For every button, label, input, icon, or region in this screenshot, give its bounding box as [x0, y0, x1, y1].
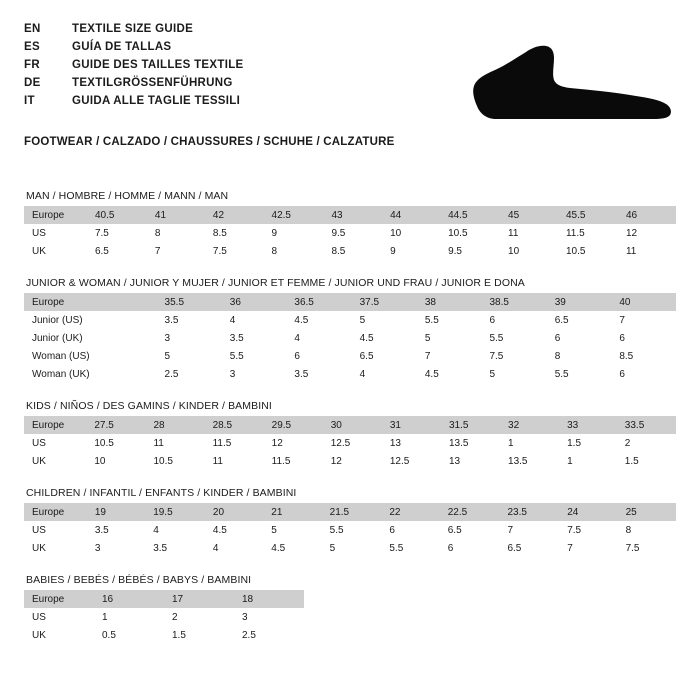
size-table	[24, 293, 676, 383]
size-cell: 11	[212, 455, 223, 467]
size-cell: 3	[94, 542, 101, 554]
size-cell: 6	[554, 332, 561, 344]
size-cell: 5	[424, 332, 431, 344]
size-cell: 7	[424, 350, 431, 362]
size-cell: 32	[500, 416, 559, 434]
size-cell: 42.5	[264, 206, 324, 224]
size-cell: 5.5	[554, 368, 569, 380]
row-label: US	[32, 437, 46, 449]
size-section	[24, 190, 676, 260]
size-cell: 5.5	[424, 314, 439, 326]
table-row	[24, 365, 676, 383]
size-cell: 12	[330, 455, 342, 467]
size-cell: 38	[417, 293, 482, 311]
size-cell: 10	[94, 455, 106, 467]
row-label: UK	[32, 629, 46, 641]
size-cell: 8	[625, 524, 632, 536]
size-cell: 10.5	[565, 245, 586, 257]
size-cell: 3	[164, 332, 171, 344]
table-row	[24, 521, 676, 539]
size-cell: 3	[229, 368, 236, 380]
size-cell: 33	[559, 416, 617, 434]
row-label: US	[32, 611, 46, 623]
size-cell: 7.5	[567, 524, 582, 536]
size-cell: 8	[271, 245, 278, 257]
size-cell: 39	[547, 293, 612, 311]
size-cell: 17	[164, 590, 234, 608]
size-cell: 9.5	[448, 245, 462, 257]
row-label: Europe	[24, 590, 94, 608]
size-cell: 43	[323, 206, 382, 224]
table-row	[24, 590, 304, 608]
size-cell: 19.5	[145, 503, 205, 521]
size-cell: 20	[205, 503, 263, 521]
section-title: BABIES / BEBÉS / BÉBÉS / BABYS / BAMBINI	[26, 574, 252, 586]
size-cell: 23.5	[499, 503, 559, 521]
size-cell: 10.5	[94, 437, 114, 449]
table-row	[24, 329, 676, 347]
size-cell: 12.5	[330, 437, 351, 449]
size-cell: 38.5	[481, 293, 546, 311]
size-cell: 11	[625, 245, 637, 257]
language-row	[24, 94, 244, 112]
table-row	[24, 626, 304, 644]
table-row	[24, 347, 676, 365]
language-code: EN	[24, 23, 41, 35]
size-cell	[94, 365, 157, 383]
size-cell	[94, 347, 157, 365]
row-label: US	[32, 524, 46, 536]
size-cell: 11.5	[565, 227, 585, 239]
size-cell: 5	[329, 542, 336, 554]
dress-shoe-icon	[444, 44, 676, 124]
size-table-body	[24, 206, 676, 260]
size-cell: 1.5	[172, 629, 186, 641]
size-cell: 11.5	[271, 455, 291, 467]
size-cell: 29.5	[264, 416, 323, 434]
size-cell: 21	[263, 503, 321, 521]
size-cell: 13.5	[508, 455, 528, 467]
size-cell: 1	[508, 437, 514, 449]
size-cell: 6.5	[554, 314, 569, 326]
row-label: UK	[32, 245, 46, 257]
language-row	[24, 40, 244, 58]
size-cell: 3.5	[153, 542, 168, 554]
size-cell: 27.5	[86, 416, 145, 434]
size-cell: 44.5	[440, 206, 500, 224]
row-label: UK	[32, 455, 46, 467]
size-cell: 4.5	[359, 332, 374, 344]
table-row	[24, 224, 676, 242]
size-table-body	[24, 416, 676, 470]
language-title-body	[24, 22, 244, 112]
row-label: Woman (UK)	[32, 368, 90, 380]
size-cell: 4	[212, 542, 219, 554]
row-label: UK	[32, 542, 46, 554]
size-cell: 7	[567, 542, 573, 554]
language-row	[24, 58, 244, 76]
language-code: IT	[24, 95, 35, 107]
size-cell: 19	[87, 503, 145, 521]
size-section	[24, 277, 676, 383]
size-tables	[24, 190, 676, 644]
row-label: US	[32, 227, 46, 239]
row-label: Europe	[24, 416, 86, 434]
size-cell: 2.5	[164, 368, 179, 380]
size-cell: 33.5	[617, 416, 676, 434]
size-section	[24, 400, 676, 470]
size-cell: 13	[389, 437, 401, 449]
size-cell: 1.5	[624, 455, 639, 467]
table-row	[24, 539, 676, 557]
section-title: MAN / HOMBRE / HOMME / MANN / MAN	[26, 190, 229, 202]
size-cell: 8	[154, 227, 161, 239]
size-section	[24, 487, 676, 557]
size-cell: 8.5	[212, 227, 227, 239]
size-cell: 7.5	[489, 350, 504, 362]
size-cell: 40.5	[87, 206, 147, 224]
language-row	[24, 76, 244, 94]
size-cell: 9	[390, 245, 396, 257]
size-cell: 31.5	[441, 416, 500, 434]
size-cell: 9.5	[331, 227, 346, 239]
size-cell: 1	[102, 611, 108, 623]
size-cell: 7.5	[625, 542, 640, 554]
size-cell: 7.5	[94, 227, 109, 239]
size-section	[24, 574, 676, 644]
size-cell: 5	[164, 350, 171, 362]
size-cell: 4.5	[271, 542, 286, 554]
size-cell: 10.5	[448, 227, 468, 239]
table-row	[24, 434, 676, 452]
size-cell: 6	[619, 332, 625, 344]
size-cell: 12	[625, 227, 638, 239]
size-cell: 6.5	[359, 350, 374, 362]
language-title: GUIDE DES TAILLES TEXTILE	[72, 59, 244, 71]
size-cell: 2.5	[242, 629, 256, 641]
size-cell: 28	[145, 416, 204, 434]
size-cell: 7	[507, 524, 514, 536]
size-cell: 1.5	[567, 437, 582, 449]
table-row	[24, 452, 676, 470]
language-title: TEXTILE SIZE GUIDE	[72, 23, 194, 35]
size-cell	[94, 293, 157, 311]
size-cell: 10	[390, 227, 402, 239]
size-cell: 7.5	[212, 245, 227, 257]
size-cell: 3.5	[294, 368, 309, 380]
size-cell: 6	[447, 542, 454, 554]
size-cell: 31	[382, 416, 441, 434]
size-cell: 4.5	[212, 524, 227, 536]
table-row	[24, 608, 304, 626]
size-cell: 5.5	[329, 524, 344, 536]
size-cell: 6.5	[447, 524, 462, 536]
size-cell: 40	[611, 293, 676, 311]
table-row	[24, 503, 676, 521]
size-cell: 25	[618, 503, 676, 521]
size-cell: 36	[222, 293, 287, 311]
size-cell: 22.5	[440, 503, 500, 521]
row-label: Woman (US)	[32, 350, 90, 362]
size-cell: 12	[271, 437, 283, 449]
row-label: Junior (US)	[32, 314, 83, 326]
size-cell: 5.5	[389, 542, 404, 554]
size-cell: 44	[382, 206, 440, 224]
size-cell: 21.5	[322, 503, 382, 521]
size-cell: 16	[94, 590, 164, 608]
size-cell: 45.5	[558, 206, 618, 224]
size-cell: 41	[147, 206, 205, 224]
section-title: JUNIOR & WOMAN / JUNIOR Y MUJER / JUNIOR ET FEMME / JUNIOR UND FRAU / JUNIOR E DONA	[26, 277, 525, 289]
table-row	[24, 311, 676, 329]
size-cell: 8.5	[331, 245, 346, 257]
size-cell: 6.5	[507, 542, 522, 554]
size-cell: 1	[567, 455, 573, 467]
size-cell: 7	[619, 314, 625, 326]
size-cell: 30	[323, 416, 382, 434]
size-cell: 45	[500, 206, 558, 224]
section-title: CHILDREN / INFANTIL / ENFANTS / KINDER / BAMBINI	[26, 487, 297, 499]
size-cell: 6	[489, 314, 496, 326]
language-row	[24, 22, 244, 40]
size-cell: 12.5	[389, 455, 410, 467]
table-row	[24, 293, 676, 311]
size-cell: 6	[294, 350, 300, 362]
size-cell: 18	[234, 590, 304, 608]
size-table	[24, 503, 676, 557]
size-cell: 4	[359, 368, 366, 380]
row-label: Junior (UK)	[32, 332, 83, 344]
size-cell: 8.5	[619, 350, 634, 362]
size-table-body	[24, 590, 304, 644]
size-cell: 2	[624, 437, 631, 449]
size-cell: 13.5	[448, 437, 469, 449]
row-label: Europe	[24, 293, 94, 311]
size-cell: 2	[172, 611, 178, 623]
size-cell: 4	[153, 524, 159, 536]
size-cell: 35.5	[157, 293, 222, 311]
row-label: Europe	[24, 206, 87, 224]
size-cell: 28.5	[205, 416, 264, 434]
size-cell: 5	[271, 524, 277, 536]
row-label: Europe	[24, 503, 87, 521]
language-code: ES	[24, 41, 40, 53]
language-code: DE	[24, 77, 41, 89]
size-cell: 13	[448, 455, 461, 467]
size-cell	[94, 311, 157, 329]
size-cell: 10	[508, 245, 520, 257]
size-cell: 11.5	[212, 437, 232, 449]
size-cell: 3	[242, 611, 248, 623]
size-table	[24, 416, 676, 470]
size-table-body	[24, 503, 676, 557]
size-cell: 5	[489, 368, 496, 380]
size-cell: 8	[554, 350, 561, 362]
section-title: KIDS / NIÑOS / DES GAMINS / KINDER / BAMBINI	[26, 400, 272, 412]
size-cell: 5.5	[229, 350, 244, 362]
size-cell: 22	[381, 503, 439, 521]
category-title: FOOTWEAR / CALZADO / CHAUSSURES / SCHUHE / CALZATURE	[24, 136, 395, 148]
size-cell: 4	[294, 332, 300, 344]
size-cell: 6.5	[94, 245, 109, 257]
table-row	[24, 206, 676, 224]
size-table-body	[24, 293, 676, 383]
size-cell: 5.5	[489, 332, 504, 344]
size-cell: 3.5	[164, 314, 179, 326]
size-cell: 6	[619, 368, 625, 380]
language-title-list	[24, 22, 244, 112]
size-cell: 4	[229, 314, 236, 326]
size-cell: 4.5	[424, 368, 439, 380]
size-cell: 6	[389, 524, 395, 536]
size-cell: 11	[508, 227, 519, 239]
size-cell: 0.5	[102, 629, 116, 641]
page-header	[24, 22, 676, 122]
language-title: TEXTILGRÖSSENFÜHRUNG	[72, 77, 233, 89]
size-cell: 3.5	[229, 332, 244, 344]
table-row	[24, 416, 676, 434]
size-cell	[94, 329, 157, 347]
size-cell: 5	[359, 314, 366, 326]
size-cell: 37.5	[352, 293, 417, 311]
size-cell: 42	[205, 206, 264, 224]
size-cell: 10.5	[153, 455, 173, 467]
size-table	[24, 206, 676, 260]
size-cell: 46	[618, 206, 676, 224]
size-cell: 4.5	[294, 314, 309, 326]
size-cell: 24	[559, 503, 617, 521]
size-cell: 7	[154, 245, 161, 257]
language-code: FR	[24, 59, 40, 71]
language-title: GUÍA DE TALLAS	[72, 41, 172, 53]
size-cell: 11	[153, 437, 164, 449]
size-cell: 9	[271, 227, 278, 239]
size-cell: 36.5	[286, 293, 351, 311]
size-cell: 3.5	[94, 524, 109, 536]
size-table	[24, 590, 304, 644]
table-row	[24, 242, 676, 260]
language-title: GUIDA ALLE TAGLIE TESSILI	[72, 95, 241, 107]
